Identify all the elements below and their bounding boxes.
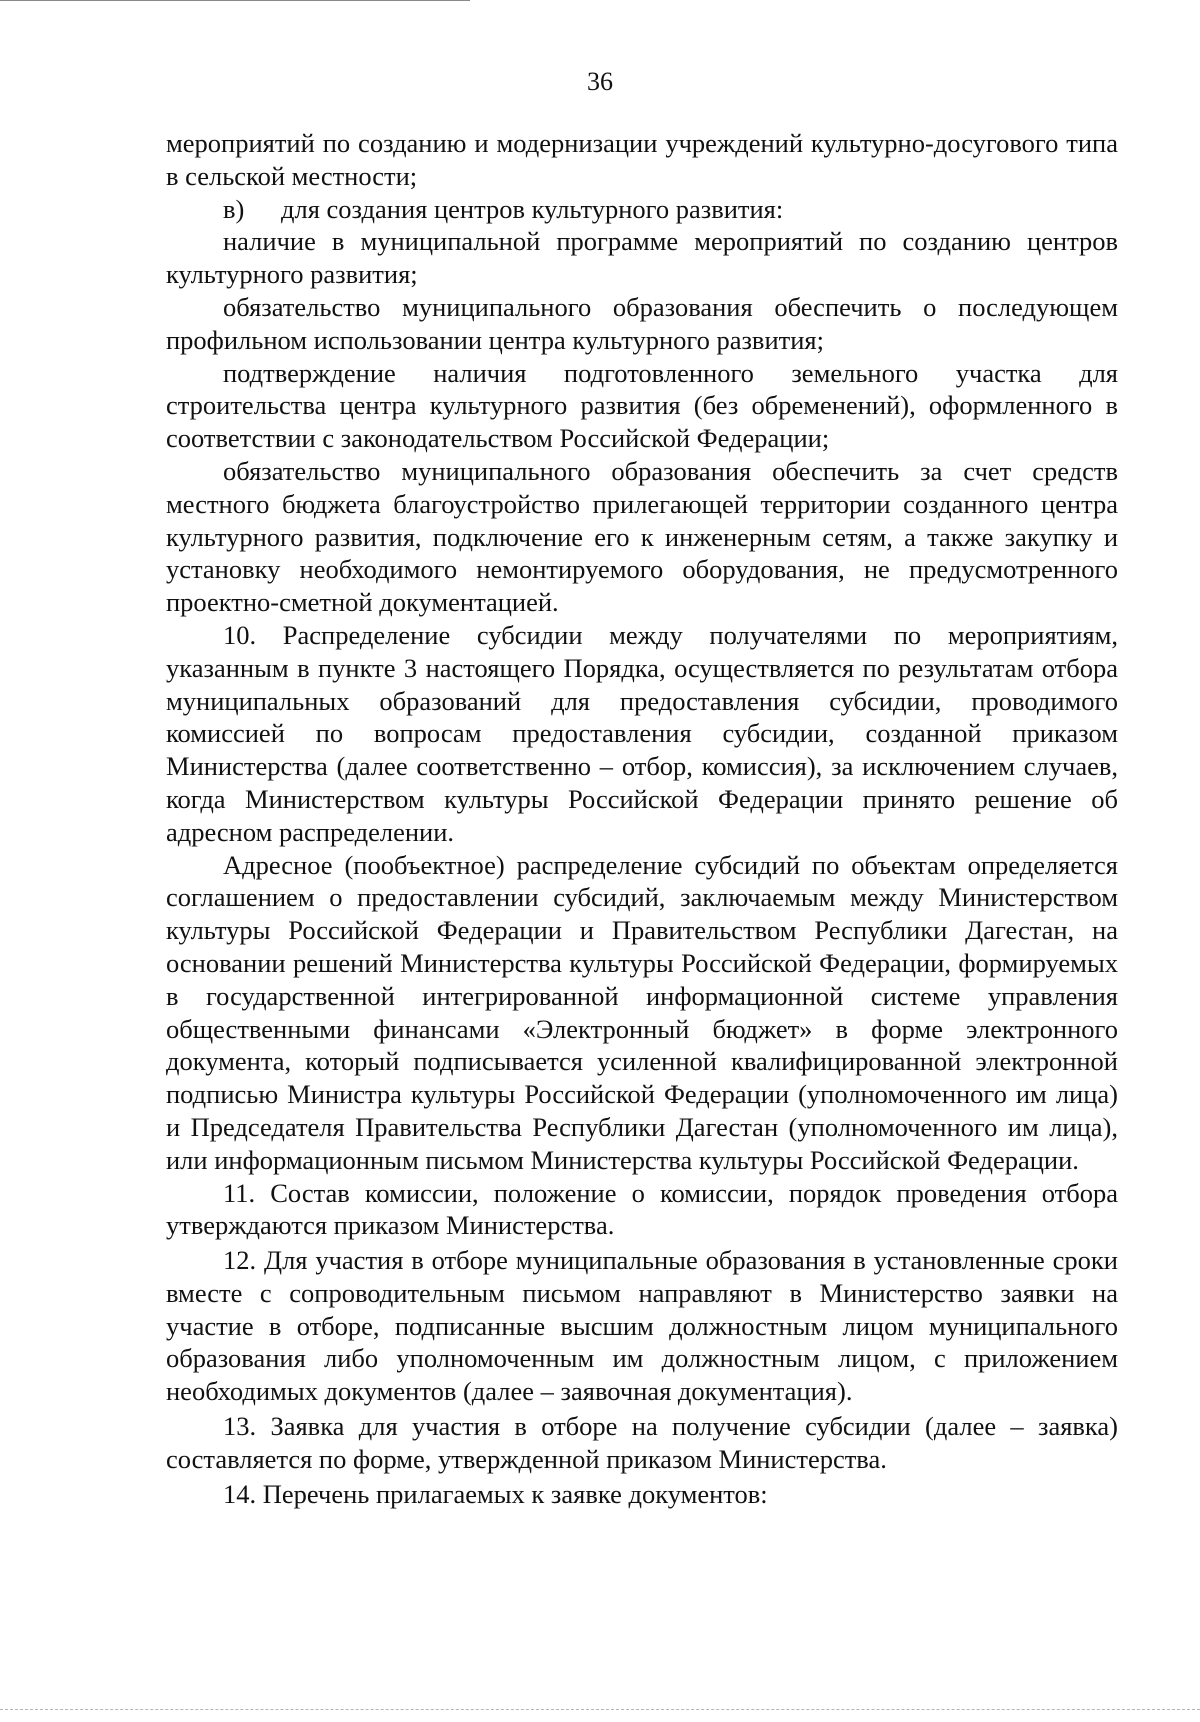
paragraph: мероприятий по созданию и модернизации учреждений культурно-досугового типа в сельской местности; (166, 128, 1118, 191)
paragraph: обязательство муниципального образования обеспечить о последующем профильном использовании центра культурного развития; (166, 291, 1118, 355)
page-scan-edge-top (0, 0, 470, 1)
page-number: 36 (587, 67, 613, 96)
clause-10: 10. Распределение субсидии между получателями по мероприятиям, указанным в пункте 3 настоящего Порядка, осуществляется по результатам отбора муниципальных образований для предоставления субсидии, проводимого комиссией по вопросам предоставления субсидии, созданной приказом Министерства (далее соответственно – отбор, комиссия), за исключением случаев, когда Министерством культуры Российской Федерации принято решение об адресном распределении. (166, 619, 1118, 847)
paragraph: подтверждение наличия подготовленного земельного участка для строительства центра культурного развития (без обременений), оформленного в соответствии с законодательством Российской Федерации; (166, 357, 1118, 454)
clause-11: 11. Состав комиссии, положение о комиссии, порядок проведения отбора утверждаются приказом Министерства. (166, 1177, 1118, 1241)
page-scan-edge-bottom (0, 1709, 1200, 1710)
paragraph: наличие в муниципальной программе мероприятий по созданию центров культурного развития; (166, 226, 1118, 290)
paragraph: обязательство муниципального образования обеспечить за счет средств местного бюджета благоустройство прилегающей территории созданного центра культурного развития, подключение его к инженерным сетям, а также закупку и установку необходимого немонтируемого оборудования, не предусмотренного проектно-сметной документацией. (166, 455, 1118, 618)
document-body (166, 127, 1118, 1510)
list-marker: в) (223, 193, 245, 224)
clause-13: 13. Заявка для участия в отборе на получение субсидии (далее – заявка) составляется по форме, утвержденной приказом Министерства. (166, 1411, 1118, 1474)
list-item-text: для создания центров культурного развития: (281, 193, 784, 224)
list-item-v (166, 193, 1118, 226)
clause-14: 14. Перечень прилагаемых к заявке документов: (223, 1478, 768, 1509)
paragraph: Адресное (пообъектное) распределение субсидий по объектам определяется соглашением о предоставлении субсидий, заключаемым между Министерством культуры Российской Федерации и Правительством Республики Дагестан, на основании решений Министерства культуры Российской Федерации, формируемых в государственной интегрированной информационной системе управления общественными финансами «Электронный бюджет» в форме электронного документа, который подписывается усиленной квалифицированной электронной подписью Министра культуры Российской Федерации (уполномоченного им лица) и Председателя Правительства Республики Дагестан (уполномоченного им лица), или информационным письмом Министерства культуры Российской Федерации. (166, 849, 1118, 1175)
clause-12: 12. Для участия в отборе муниципальные образования в установленные сроки вместе с сопроводительным письмом направляют в Министерство заявки на участие в отборе, подписанные высшим должностным лицом муниципального образования либо уполномоченным им должностным лицом, с приложением необходимых документов (далее – заявочная документация). (166, 1245, 1118, 1407)
